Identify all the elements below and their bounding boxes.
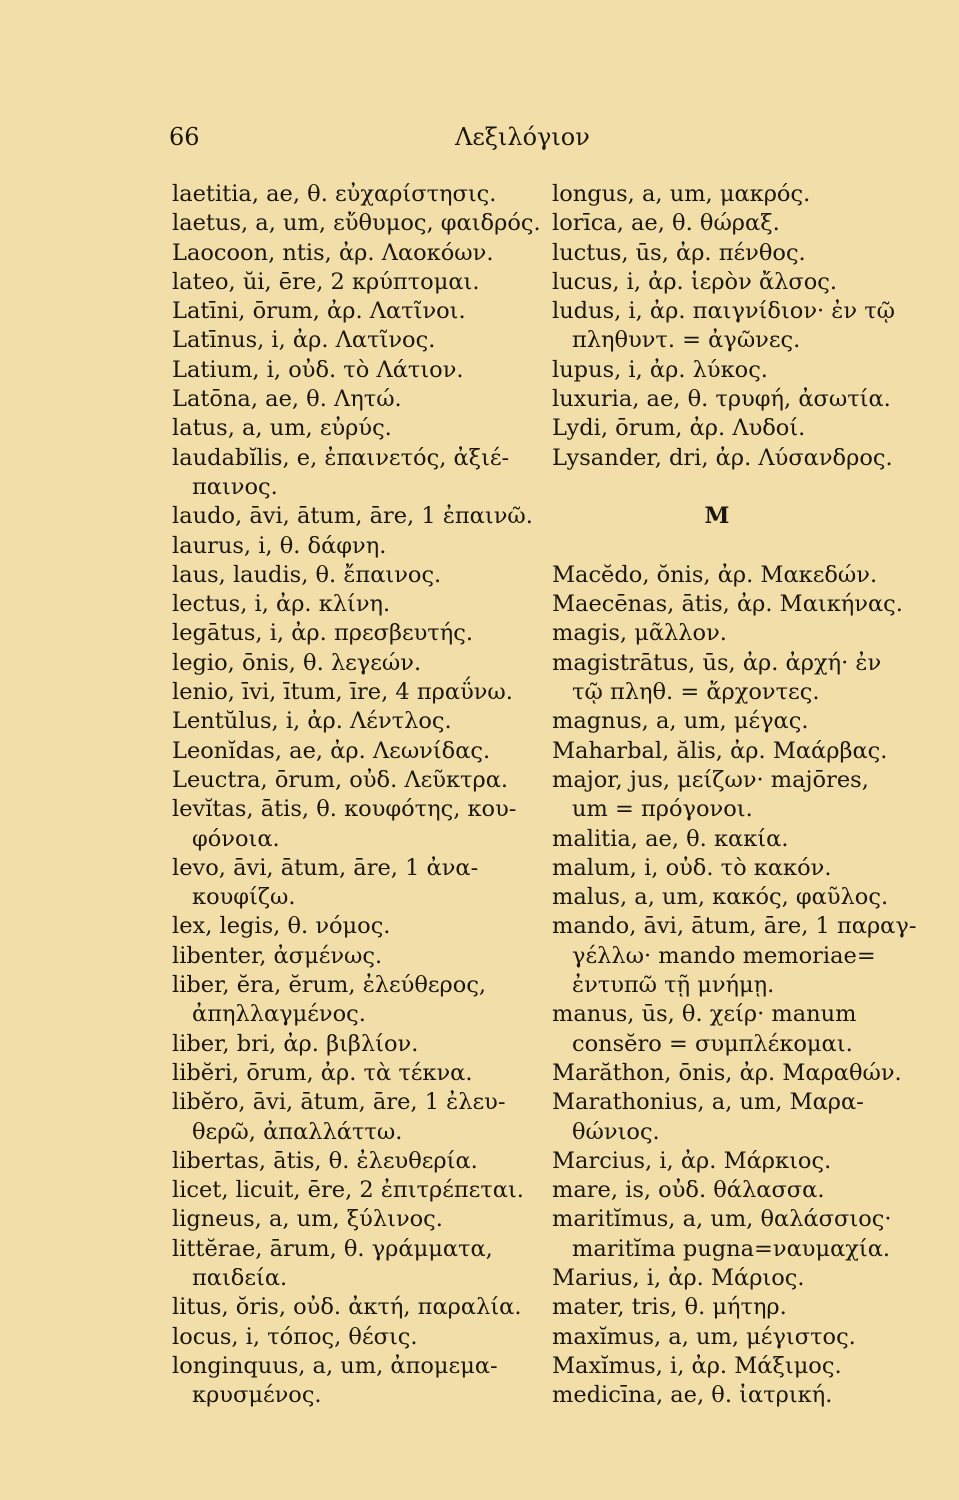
entry-continuation: ἀπηλλαγμένος. [192,1001,366,1028]
entry-line: longinquus, a, um, ἀπομεμα- [172,1352,498,1379]
entry-line: littĕrae, ārum, θ. γράμματα, [172,1235,493,1262]
entry-line: lateo, ŭi, ēre, 2 κρύπτομαι. [172,268,480,295]
entry-line: luctus, ūs, ἀρ. πένθος. [552,239,806,266]
entry-continuation: τῷ πληθ. = ἄρχοντες. [572,679,820,706]
entry-line: libertas, ātis, θ. ἐλευθερία. [172,1147,478,1174]
entry-continuation: παιδεία. [192,1264,288,1291]
entry-line: ligneus, a, um, ξύλινος. [172,1206,443,1233]
entry-line: levo, āvi, ātum, āre, 1 ἀνα- [172,854,479,881]
entry-line: laetus, a, um, εὔθυμος, φαιδρός. [172,210,541,237]
entry-line: Marăthon, ōnis, ἀρ. Μαραθών. [552,1059,902,1086]
entry-continuation: παινος. [192,473,278,500]
section-spacer [552,532,922,561]
running-head: Λεξιλόγιον [455,123,590,151]
entry-line: manus, ūs, θ. χείρ· manum [552,1001,857,1028]
page-number: 66 [169,123,200,151]
entry-line: Latōna, ae, θ. Λητώ. [172,386,402,413]
entry-line: maxĭmus, a, um, μέγιστος. [552,1323,856,1350]
entry-line: libenter, ἀσμένως. [172,942,383,969]
entry-line: lucus, i, ἀρ. ἱερὸν ἄλσος. [552,268,838,295]
right-column [552,180,922,1410]
entry-line: libĕri, ōrum, ἀρ. τὰ τέκνα. [172,1059,473,1086]
entry-line: lectus, i, ἀρ. κλίνη. [172,591,391,618]
entry-line: Maxĭmus, i, ἀρ. Μάξιμος. [552,1352,842,1379]
entry-line: liber, ĕra, ĕrum, ἐλεύθερος, [172,972,487,999]
entry-line: levĭtas, ātis, θ. κουφότης, κου- [172,796,517,823]
entry-continuation: κρυσμένος. [192,1382,322,1409]
entry-line: liber, bri, ἀρ. βιβλίον. [172,1030,419,1057]
entry-line: Latīnus, i, ἀρ. Λατῖνος. [172,327,436,354]
entry-continuation: πληθυντ. = ἀγῶνες. [572,327,801,354]
entry-line: lorīca, ae, θ. θώραξ. [552,210,780,237]
entry-line: malus, a, um, κακός, φαῦλος. [552,884,889,911]
entry-line: licet, licuit, ēre, 2 ἐπιτρέπεται. [172,1177,524,1204]
entry-line: maritĭmus, a, um, θαλάσσιος· [552,1206,892,1233]
entry-line: litus, ŏris, οὐδ. ἀκτή, παραλία. [172,1294,522,1321]
entry-line: Marathonius, a, um, Μαρα- [552,1089,864,1116]
entry-line: laus, laudis, θ. ἔπαινος. [172,561,442,588]
entry-line: mare, is, οὐδ. θάλασσα. [552,1177,825,1204]
entry-continuation: um = πρόγονοι. [572,796,753,823]
entry-line: latus, a, um, εὐρύς. [172,415,392,442]
section-heading: M [704,503,730,530]
entry-line: locus, i, τόπος, θέσις. [172,1323,418,1350]
entry-continuation: maritĭma pugna=ναυμαχία. [572,1235,891,1262]
entry-line: Leonĭdas, ae, ἀρ. Λεωνίδας. [172,737,491,764]
entry-line: laudabĭlis, e, ἐπαινετός, ἀξιέ- [172,444,510,471]
entry-line: Latium, i, οὐδ. τὸ Λάτιον. [172,356,464,383]
entry-line: Marius, i, ἀρ. Μάριος. [552,1264,805,1291]
entry-line: major, jus, μείζων· majōres, [552,766,869,793]
entry-line: medicīna, ae, θ. ἰατρική. [552,1382,833,1409]
entry-line: libĕro, āvi, ātum, āre, 1 ἐλευ- [172,1089,506,1116]
entry-continuation: θώνιος. [572,1118,660,1145]
entry-line: Lydi, ōrum, ἀρ. Λυδοί. [552,415,806,442]
entry-line: malitia, ae, θ. κακία. [552,825,789,852]
entry-line: Maharbal, ălis, ἀρ. Μαάρβας. [552,737,888,764]
entry-line: lenio, īvi, ītum, īre, 4 πραΰνω. [172,679,513,706]
entry-line: lex, legis, θ. νόμος. [172,913,391,940]
entry-line: Macĕdo, ŏnis, ἀρ. Μακεδών. [552,561,878,588]
entry-line: ludus, i, ἀρ. παιγνίδιον· ἐν τῷ [552,298,896,325]
entry-line: malum, i, οὐδ. τὸ κακόν. [552,854,832,881]
entry-continuation: consĕro = συμπλέκομαι. [572,1030,853,1057]
entry-line: magnus, a, um, μέγας. [552,708,809,735]
entry-continuation: γέλλω· mando memoriae= [572,942,876,969]
entry-line: Laocoon, ntis, ἀρ. Λαοκόων. [172,239,494,266]
entry-line: mater, tris, θ. μήτηρ. [552,1294,787,1321]
entry-line: Latīni, ōrum, ἀρ. Λατῖνοι. [172,298,466,325]
entry-line: legātus, i, ἀρ. πρεσβευτής. [172,620,473,647]
entry-line: lupus, i, ἀρ. λύκος. [552,356,768,383]
entry-line: legio, ōnis, θ. λεγεών. [172,649,422,676]
entry-line: Lentŭlus, i, ἀρ. Λέντλος. [172,708,452,735]
entry-continuation: κουφίζω. [192,884,296,911]
entry-continuation: θερῶ, ἀπαλλάττω. [192,1118,403,1145]
entry-line: laetitia, ae, θ. εὐχαρίστησις. [172,181,497,207]
entry-line: mando, āvi, ātum, āre, 1 παραγ- [552,913,917,940]
entry-line: laurus, i, θ. δάφνη. [172,532,387,559]
entry-line: laudo, āvi, ātum, āre, 1 ἐπαινῶ. [172,503,533,530]
entry-continuation: ἐντυπῶ τῇ μνήμῃ. [572,972,775,999]
section-spacer [552,473,922,502]
entry-line: magistrātus, ūs, ἀρ. ἀρχή· ἐν [552,649,882,676]
left-column [172,180,544,1410]
entry-continuation: φόνοια. [192,825,280,852]
entry-line: longus, a, um, μακρός. [552,181,811,207]
entry-line: Leuctra, ōrum, οὐδ. Λεῦκτρα. [172,766,509,793]
entry-line: Lysander, dri, ἀρ. Λύσανδρος. [552,444,893,471]
entry-line: Marcius, i, ἀρ. Μάρκιος. [552,1147,832,1174]
entry-line: magis, μᾶλλον. [552,620,727,647]
entry-line: Maecēnas, ātis, ἀρ. Μαικήνας. [552,591,903,618]
entry-line: luxuria, ae, θ. τρυφή, ἀσωτία. [552,386,891,413]
